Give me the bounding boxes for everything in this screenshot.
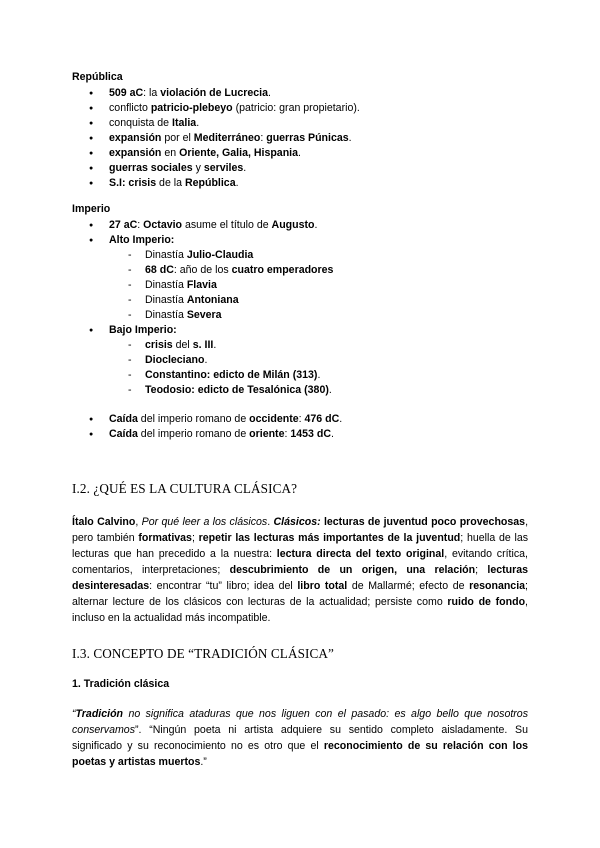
- list-item: ● 27 aC: Octavio asume el título de Augusto.: [0, 218, 540, 233]
- list-item: ● expansión en Oriente, Galia, Hispania.: [0, 146, 540, 161]
- section-title-imperio: Imperio: [72, 203, 111, 215]
- list-item: ● Caída del imperio romano de oriente: 1453 dC.: [0, 427, 540, 442]
- sublist-item: - Constantino: edicto de Milán (313).: [0, 368, 540, 383]
- sublist-item: - Dinastía Julio-Claudia: [0, 248, 540, 263]
- subsection-heading: 1. Tradición clásica: [72, 678, 170, 690]
- section-heading-cultura-clasica: I.2. ¿QUÉ ES LA CULTURA CLÁSICA?: [72, 481, 298, 496]
- paragraph-calvino: Ítalo Calvino, Por qué leer a los clásicos. Clásicos: lecturas de juventud poco provechosas, pero también formativas; repetir las lecturas más importantes de la juventud; huella de las lecturas que han precedido a la nuestra: lectura directa del texto original, evitando crítica, comentarios, interpretaciones; descubrimiento de un origen, una relación; lecturas desinteresadas: encontrar “tu” libro; idea del libro total de Mallarmé; efecto de resonancia; alternar lecture de los clásicos con lecturas de la actualidad; persiste como ruido de fondo, incluso en la actualidad más incompatible.: [72, 516, 529, 624]
- list-item: ● 509 aC: la violación de Lucrecia.: [0, 86, 540, 101]
- list-item-bajo-imperio: ● Bajo Imperio:: [0, 323, 540, 338]
- paragraph-tradicion: “Tradición no significa ataduras que nos liguen con el pasado: es algo bello que nosotros conservamos”. “Ningún poeta ni artista adquiere su sentido completo aisladamente. Su significado y su reconocimiento no es otro que el reconocimiento de su relación con los poetas y artistas muertos.”: [72, 708, 528, 768]
- republica-list: [0, 86, 540, 191]
- section-title-republica: República: [72, 71, 123, 83]
- list-item: ● guerras sociales y serviles.: [0, 161, 540, 176]
- sublist-item: - 68 dC: año de los cuatro emperadores: [0, 263, 540, 278]
- alto-imperio-sublist: [109, 248, 540, 323]
- bajo-imperio-sublist: [109, 338, 540, 398]
- list-item: ● Caída del imperio romano de occidente: 476 dC.: [0, 412, 540, 427]
- sublist-item: - crisis del s. III.: [0, 338, 540, 353]
- section-heading-tradicion-clasica: I.3. CONCEPTO DE “TRADICIÓN CLÁSICA”: [72, 646, 334, 661]
- sublist-item: - Diocleciano.: [0, 353, 540, 368]
- list-item: ● expansión por el Mediterráneo: guerras Púnicas.: [0, 131, 540, 146]
- sublist-wrapper: [0, 338, 540, 398]
- list-item: ● S.I: crisis de la República.: [0, 176, 540, 191]
- list-item: ● conflicto patricio-plebeyo (patricio: gran propietario).: [0, 101, 540, 116]
- sublist-item: - Dinastía Severa: [0, 308, 540, 323]
- sublist-item: - Dinastía Antoniana: [0, 293, 540, 308]
- list-item-alto-imperio: ● Alto Imperio:: [0, 233, 540, 248]
- list-item: ● conquista de Italia.: [0, 116, 540, 131]
- imperio-list: [0, 218, 540, 442]
- sublist-item: - Teodosio: edicto de Tesalónica (380).: [0, 383, 540, 398]
- sublist-wrapper: [0, 248, 540, 323]
- spacer: [0, 398, 540, 412]
- sublist-item: - Dinastía Flavia: [0, 278, 540, 293]
